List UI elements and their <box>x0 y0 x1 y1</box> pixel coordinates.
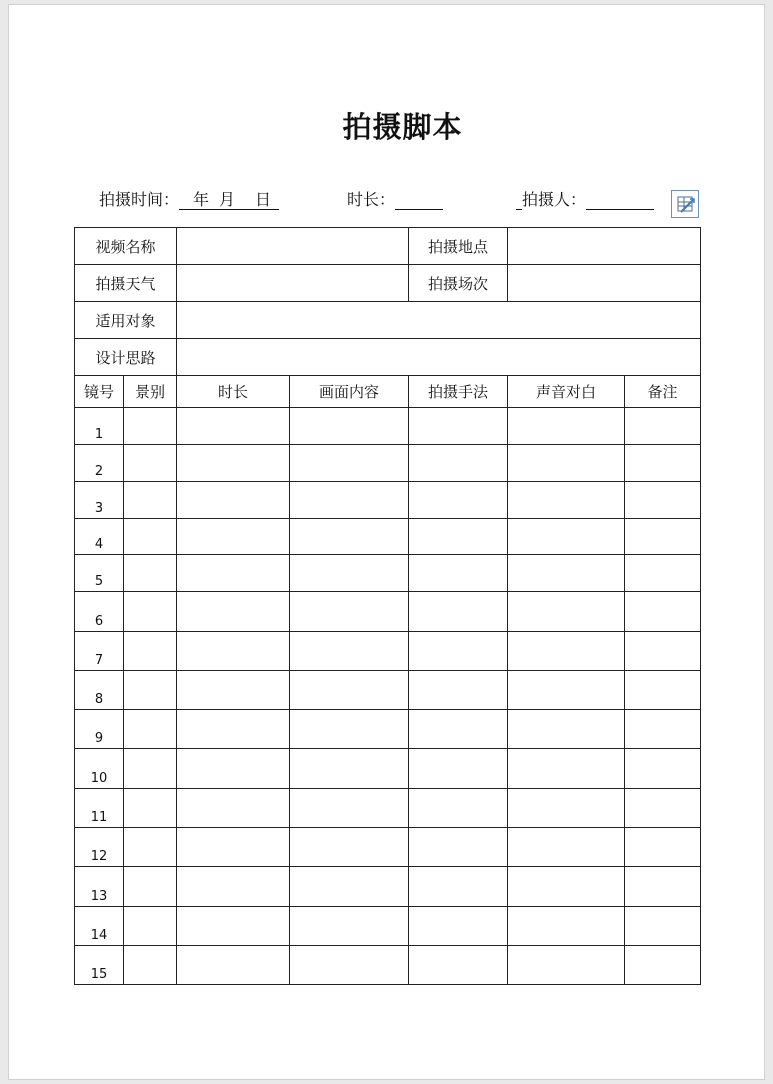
table-cell[interactable] <box>625 408 701 445</box>
shot-number-cell[interactable]: 9 <box>75 710 124 749</box>
table-cell[interactable] <box>290 592 409 632</box>
table-row <box>75 671 701 710</box>
table-cell[interactable] <box>508 592 625 632</box>
table-cell[interactable] <box>625 519 701 555</box>
weather-cell[interactable] <box>177 265 409 302</box>
col-shot-size: 景别 <box>124 376 177 408</box>
table-cell[interactable] <box>508 408 625 445</box>
table-cell[interactable] <box>177 445 290 482</box>
table-cell[interactable] <box>409 946 508 985</box>
location-cell[interactable] <box>508 228 701 265</box>
table-cell[interactable] <box>177 710 290 749</box>
table-cell[interactable] <box>290 946 409 985</box>
shot-number-cell[interactable]: 15 <box>75 946 124 985</box>
col-shot-number: 镜号 <box>75 376 124 408</box>
col-technique: 拍摄手法 <box>409 376 508 408</box>
table-cell[interactable] <box>409 445 508 482</box>
table-cell[interactable] <box>290 408 409 445</box>
table-cell[interactable] <box>290 671 409 710</box>
table-cell[interactable] <box>124 789 177 828</box>
table-cell[interactable] <box>124 710 177 749</box>
table-cell[interactable] <box>290 749 409 789</box>
shot-number-cell[interactable]: 12 <box>75 828 124 867</box>
table-cell[interactable] <box>508 671 625 710</box>
table-cell[interactable] <box>409 408 508 445</box>
table-cell[interactable] <box>124 867 177 907</box>
shot-number-cell[interactable]: 7 <box>75 632 124 671</box>
table-cell[interactable] <box>508 946 625 985</box>
weather-label: 拍摄天气 <box>75 265 177 302</box>
table-cell[interactable] <box>124 408 177 445</box>
shooter-field <box>516 189 654 211</box>
table-row <box>75 482 701 519</box>
table-row <box>75 592 701 632</box>
scene-cell[interactable] <box>508 265 701 302</box>
table-cell[interactable] <box>409 749 508 789</box>
table-cell[interactable] <box>625 482 701 519</box>
table-cell[interactable] <box>508 445 625 482</box>
table-cell[interactable] <box>625 749 701 789</box>
table-cell[interactable] <box>290 445 409 482</box>
table-row <box>75 907 701 946</box>
table-row <box>75 408 701 445</box>
col-frame-content: 画面内容 <box>290 376 409 408</box>
info-row-design <box>75 339 701 376</box>
table-cell[interactable] <box>124 519 177 555</box>
shot-number-cell[interactable]: 1 <box>75 408 124 445</box>
audience-label: 适用对象 <box>75 302 177 339</box>
table-cell[interactable] <box>508 749 625 789</box>
table-cell[interactable] <box>177 632 290 671</box>
scene-label: 拍摄场次 <box>409 265 508 302</box>
col-duration: 时长 <box>177 376 290 408</box>
shooter-blank[interactable] <box>586 189 654 210</box>
table-cell[interactable] <box>409 592 508 632</box>
table-cell[interactable] <box>409 828 508 867</box>
table-cell[interactable] <box>177 482 290 519</box>
shot-number-cell[interactable]: 8 <box>75 671 124 710</box>
table-cell[interactable] <box>508 789 625 828</box>
table-cell[interactable] <box>124 555 177 592</box>
location-label: 拍摄地点 <box>409 228 508 265</box>
table-cell[interactable] <box>508 907 625 946</box>
table-cell[interactable] <box>409 671 508 710</box>
table-move-icon[interactable] <box>671 190 699 218</box>
shot-number-cell[interactable]: 3 <box>75 482 124 519</box>
table-cell[interactable] <box>290 867 409 907</box>
table-cell[interactable] <box>290 710 409 749</box>
table-cell[interactable] <box>625 445 701 482</box>
video-name-label: 视频名称 <box>75 228 177 265</box>
design-cell[interactable] <box>177 339 701 376</box>
table-cell[interactable] <box>508 710 625 749</box>
shot-number-cell[interactable]: 10 <box>75 749 124 789</box>
table-cell[interactable] <box>177 946 290 985</box>
table-cell[interactable] <box>625 592 701 632</box>
shot-number-cell[interactable]: 4 <box>75 519 124 555</box>
video-name-cell[interactable] <box>177 228 409 265</box>
table-cell[interactable] <box>177 789 290 828</box>
table-cell[interactable] <box>290 789 409 828</box>
info-row-audience <box>75 302 701 339</box>
document-page <box>8 4 765 1080</box>
table-cell[interactable] <box>409 482 508 519</box>
table-cell[interactable] <box>177 592 290 632</box>
design-label: 设计思路 <box>75 339 177 376</box>
table-cell[interactable] <box>409 632 508 671</box>
table-cell[interactable] <box>508 482 625 519</box>
table-cell[interactable] <box>290 907 409 946</box>
table-cell[interactable] <box>409 519 508 555</box>
audience-cell[interactable] <box>177 302 701 339</box>
table-row <box>75 519 701 555</box>
col-sound-dialogue: 声音对白 <box>508 376 625 408</box>
table-cell[interactable] <box>409 907 508 946</box>
table-cell[interactable] <box>508 519 625 555</box>
table-cell[interactable] <box>625 789 701 828</box>
table-cell[interactable] <box>290 632 409 671</box>
table-cell[interactable] <box>124 907 177 946</box>
table-cell[interactable] <box>290 519 409 555</box>
table-cell[interactable] <box>625 710 701 749</box>
table-cell[interactable] <box>625 946 701 985</box>
table-cell[interactable] <box>409 867 508 907</box>
table-row <box>75 867 701 907</box>
table-cell[interactable] <box>177 907 290 946</box>
shot-number-cell[interactable]: 14 <box>75 907 124 946</box>
table-cell[interactable] <box>177 408 290 445</box>
shot-number-cell[interactable]: 13 <box>75 867 124 907</box>
table-cell[interactable] <box>177 555 290 592</box>
table-cell[interactable] <box>625 867 701 907</box>
year-label: 年 <box>193 190 210 209</box>
day-label: 日 <box>255 190 272 209</box>
duration-label: 时长： <box>347 190 396 209</box>
shooting-script-table <box>74 227 701 985</box>
col-notes: 备注 <box>625 376 701 408</box>
shot-number-cell[interactable]: 2 <box>75 445 124 482</box>
table-cell[interactable] <box>409 555 508 592</box>
table-row <box>75 946 701 985</box>
month-label: 月 <box>219 190 236 209</box>
table-cell[interactable] <box>290 828 409 867</box>
table-cell[interactable] <box>508 867 625 907</box>
table-cell[interactable] <box>625 907 701 946</box>
table-cell[interactable] <box>409 710 508 749</box>
table-cell[interactable] <box>409 789 508 828</box>
table-cell[interactable] <box>508 555 625 592</box>
table-row <box>75 789 701 828</box>
shot-number-cell[interactable]: 11 <box>75 789 124 828</box>
table-cell[interactable] <box>124 592 177 632</box>
shot-rows <box>75 408 701 985</box>
table-cell[interactable] <box>124 671 177 710</box>
table-row <box>75 555 701 592</box>
table-cell[interactable] <box>124 749 177 789</box>
table-cell[interactable] <box>124 828 177 867</box>
table-cell[interactable] <box>177 749 290 789</box>
table-cell[interactable] <box>290 482 409 519</box>
shot-number-cell[interactable]: 6 <box>75 592 124 632</box>
table-glyph-icon <box>672 191 698 217</box>
table-cell[interactable] <box>177 519 290 555</box>
table-row <box>75 632 701 671</box>
table-row <box>75 710 701 749</box>
table-cell[interactable] <box>625 632 701 671</box>
duration-blank[interactable] <box>395 189 443 210</box>
info-row-weather <box>75 265 701 302</box>
table-cell[interactable] <box>124 632 177 671</box>
table-cell[interactable] <box>508 828 625 867</box>
shoot-time-field <box>99 189 279 211</box>
info-row-name <box>75 228 701 265</box>
table-cell[interactable] <box>625 828 701 867</box>
shoot-date-blank[interactable] <box>179 189 279 210</box>
shot-number-cell[interactable]: 5 <box>75 555 124 592</box>
table-cell[interactable] <box>124 445 177 482</box>
table-cell[interactable] <box>508 632 625 671</box>
table-cell[interactable] <box>124 946 177 985</box>
table-cell[interactable] <box>177 867 290 907</box>
table-cell[interactable] <box>625 671 701 710</box>
table-cell[interactable] <box>625 555 701 592</box>
table-cell[interactable] <box>290 555 409 592</box>
shoot-time-label: 拍摄时间： <box>99 190 180 209</box>
column-header-row <box>75 376 701 408</box>
table-row <box>75 749 701 789</box>
table-cell[interactable] <box>177 671 290 710</box>
duration-field <box>347 189 443 211</box>
table-row <box>75 445 701 482</box>
table-cell[interactable] <box>124 482 177 519</box>
table-cell[interactable] <box>177 828 290 867</box>
shooter-label: 拍摄人： <box>522 190 587 209</box>
page-title: 拍摄脚本 <box>342 110 463 144</box>
table-row <box>75 828 701 867</box>
